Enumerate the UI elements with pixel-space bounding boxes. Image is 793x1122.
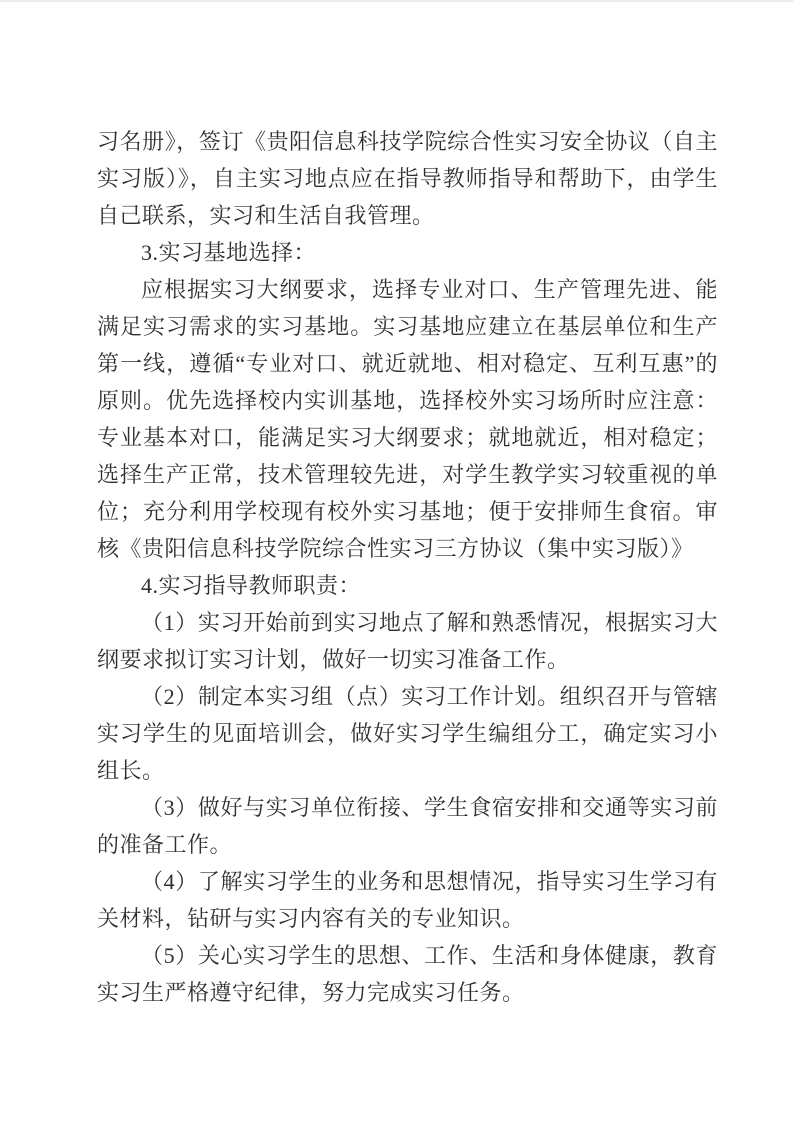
- para-internship-base-selection-details: 应根据实习大纲要求，选择专业对口、生产管理先进、能满足实习需求的实习基地。实习基地应建立在基层单位和生产第一线，遵循“专业对口、就近就地、相对稳定、互利互惠”的原则。优先选择校内实训基地，选择校外实习场所时应注意：专业基本对口，能满足实习大纲要求；就地就近，相对稳定；选择生产正常，技术管理较先进，对学生教学实习较重视的单位；充分利用学校现有校外实习基地；便于安排师生食宿。审核《贵阳信息科技学院综合性实习三方协议（集中实习版）》: [97, 277, 718, 561]
- heading-item-4-instructor-duties: 4.实习指导教师职责：: [141, 573, 362, 598]
- heading-item-3-internship-base-selection: 3.实习基地选择：: [141, 240, 317, 265]
- para-duty-1-pre-internship-familiarize: （1）实习开始前到实习地点了解和熟悉情况，根据实习大纲要求拟订实习计划，做好一切实习准备工作。: [97, 610, 718, 672]
- para-duty-4-student-guidance-study: （4）了解实习学生的业务和思想情况，指导实习生学习有关材料，钻研与实习内容有关的专业知识。: [97, 869, 718, 931]
- para-duty-5-care-discipline: （5）关心实习学生的思想、工作、生活和身体健康，教育实习生严格遵守纪律，努力完成实习任务。: [97, 943, 718, 1005]
- document-text-block: [97, 123, 718, 1011]
- para-duty-2-work-plan-grouping: （2）制定本实习组（点）实习工作计划。组织召开与管辖实习学生的见面培训会，做好实习学生编组分工，确定实习小组长。: [97, 684, 718, 783]
- para-continuation-self-arranged-internship: 习名册》，签订《贵阳信息科技学院综合性实习安全协议（自主实习版）》，自主实习地点应在指导教师指导和帮助下，由学生自己联系，实习和生活自我管理。: [97, 129, 718, 228]
- para-duty-3-liaison-lodging-transport: （3）做好与实习单位衔接、学生食宿安排和交通等实习前的准备工作。: [97, 795, 718, 857]
